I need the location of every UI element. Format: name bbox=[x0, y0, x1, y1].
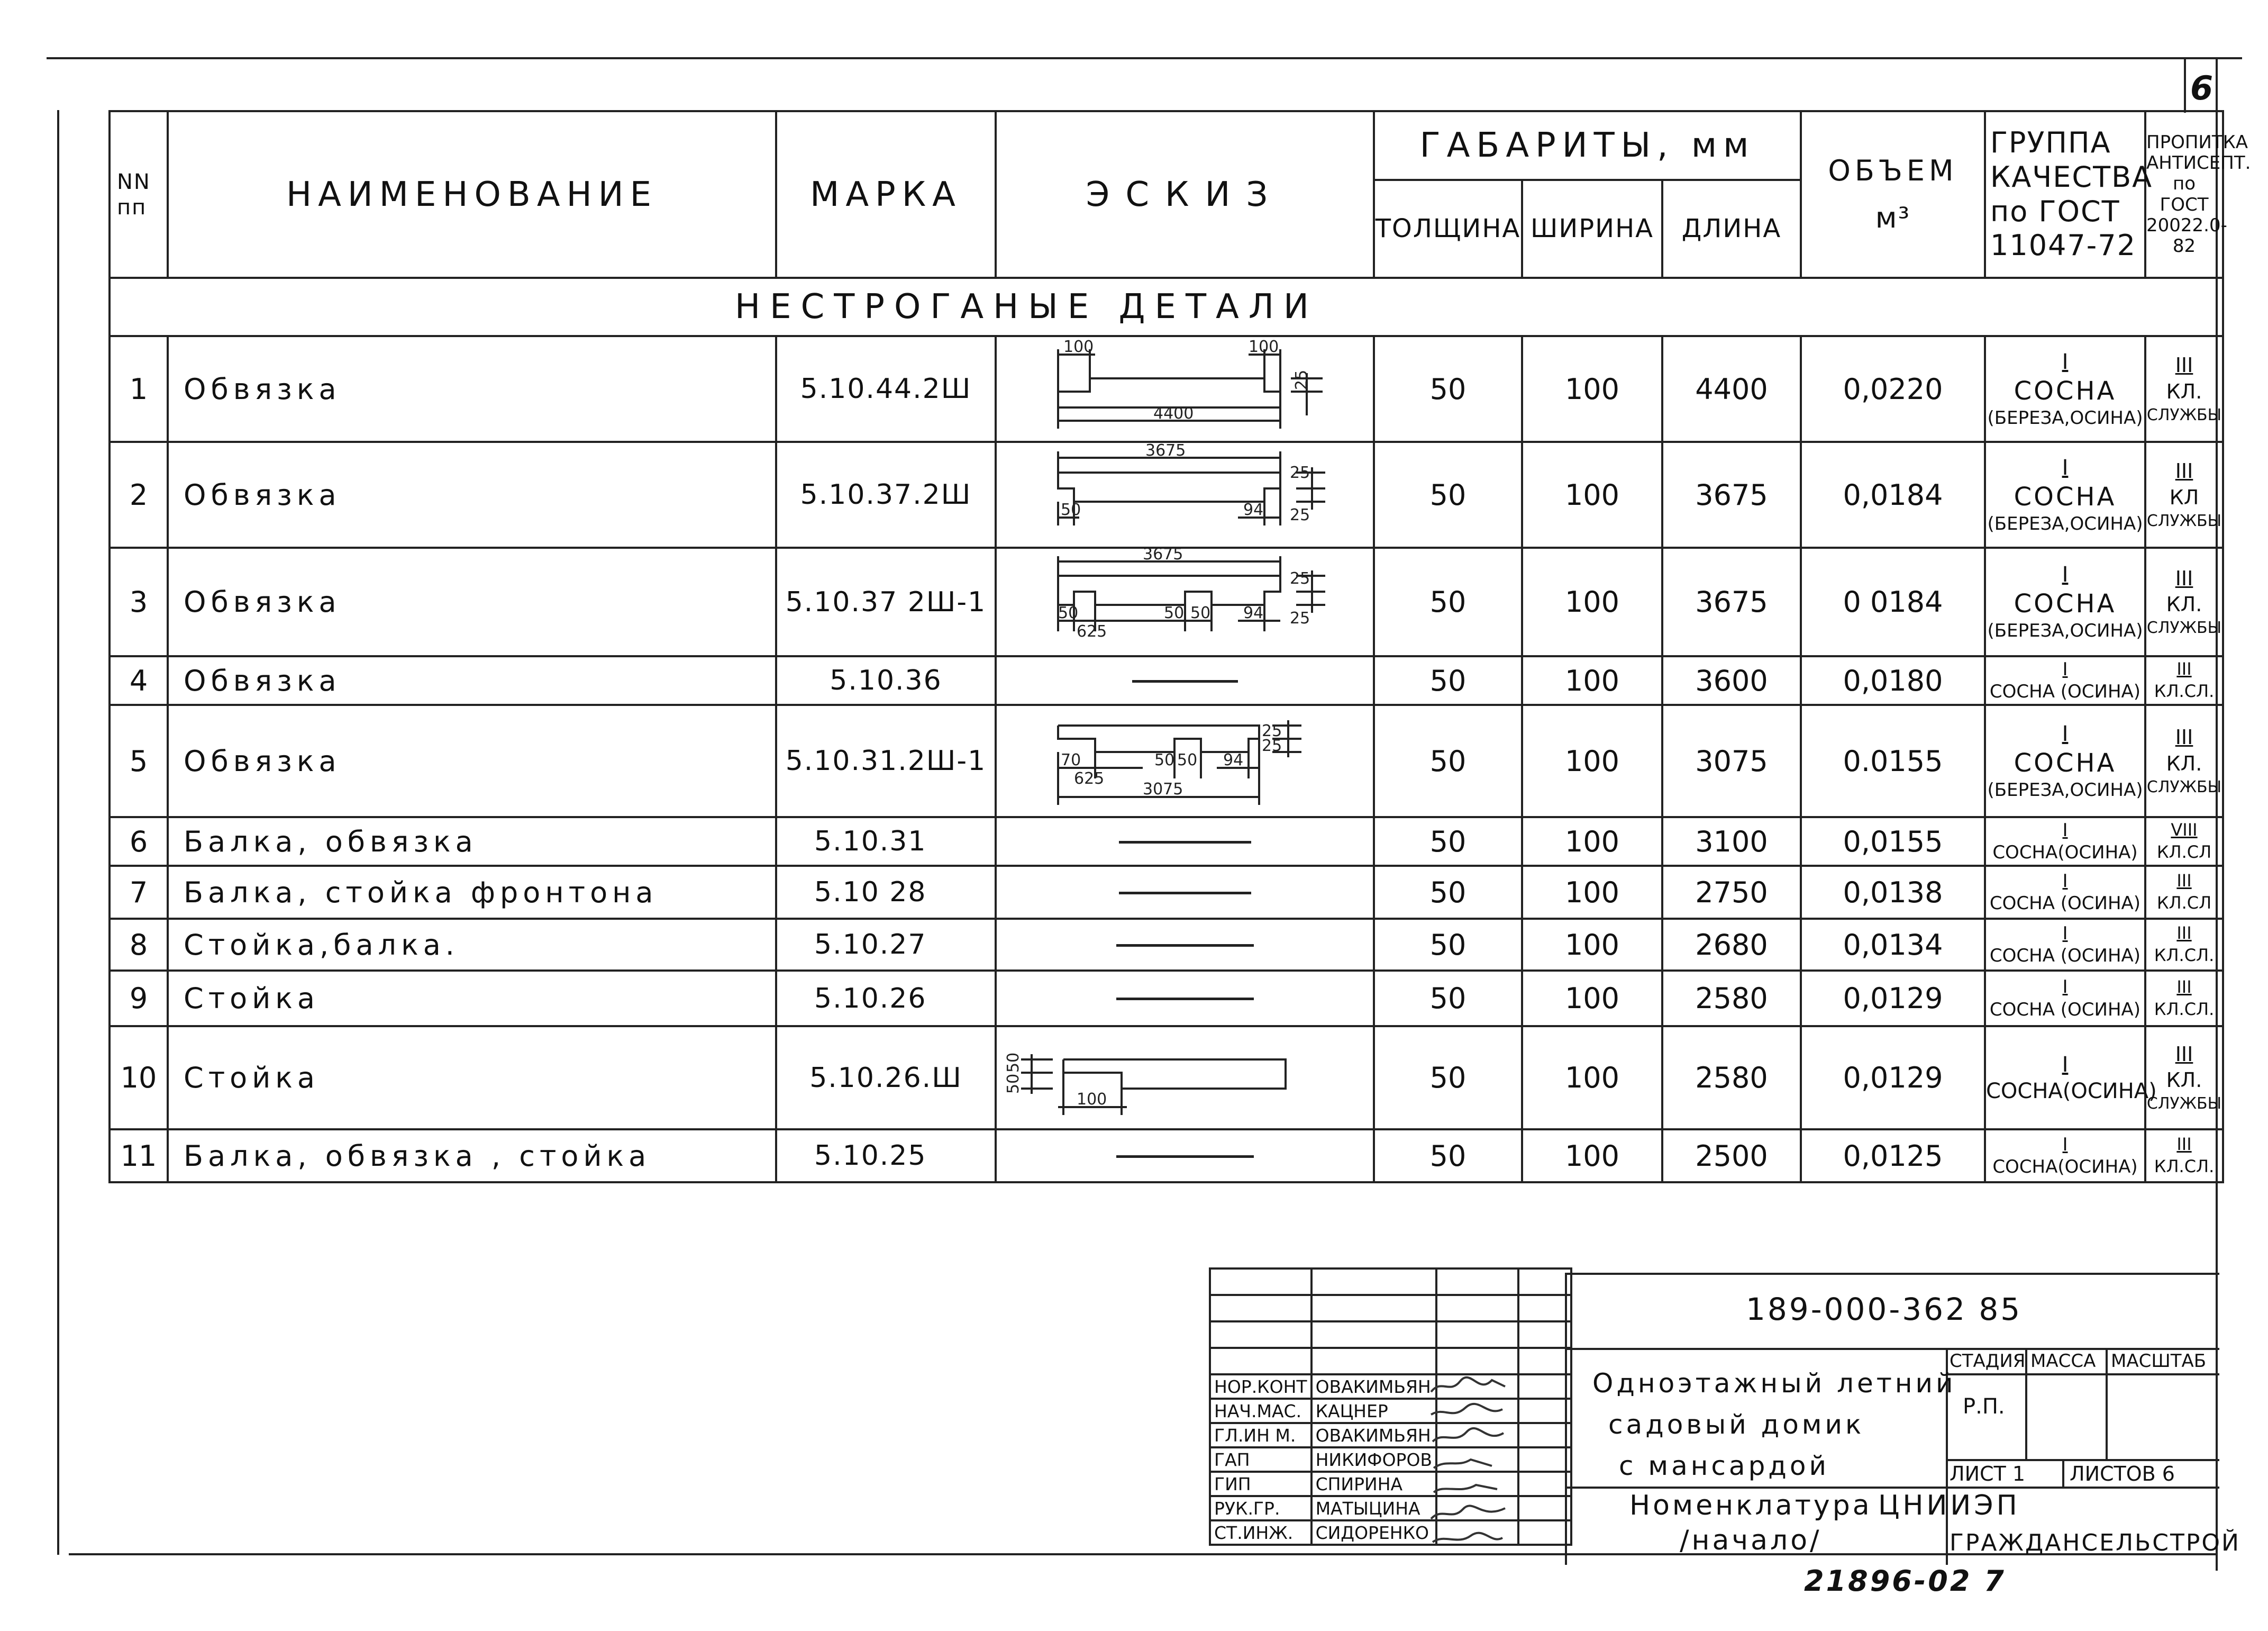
row-number: 4 bbox=[110, 656, 168, 705]
sketch-dash bbox=[1119, 841, 1251, 844]
tb-code-line bbox=[1565, 1348, 2219, 1350]
staff-role: НОР.КОНТ bbox=[1210, 1374, 1311, 1399]
row-length: 4400 bbox=[1662, 336, 1801, 442]
row-width: 100 bbox=[1522, 919, 1662, 971]
row-sketch bbox=[996, 817, 1374, 866]
table-row bbox=[110, 817, 2223, 866]
row-name: Стойка,балка. bbox=[168, 919, 776, 971]
row-class bbox=[2145, 548, 2223, 656]
dim-r2-right: 94 bbox=[1243, 500, 1263, 519]
quality-wood: СОСНА(ОСИНА) bbox=[1992, 842, 2138, 863]
class-grade: III bbox=[2176, 871, 2192, 891]
sheet-label: ЛИСТ 1 bbox=[1950, 1462, 2026, 1485]
row-name: Балка, обвязка , стойка bbox=[168, 1129, 776, 1182]
stage-value: Р.П. bbox=[1963, 1394, 2005, 1419]
row-thickness: 50 bbox=[1374, 817, 1522, 866]
quality-alt: (БЕРЕЗА,ОСИНА) bbox=[1987, 779, 2143, 801]
row-number: 8 bbox=[110, 919, 168, 971]
quality-class: I bbox=[2062, 976, 2068, 998]
signature-5 bbox=[1428, 1478, 1508, 1499]
table-row bbox=[110, 705, 2223, 817]
header-sketch: ЭСКИЗ bbox=[996, 111, 1374, 278]
row-mark: 5.10.31 bbox=[776, 817, 996, 866]
row-volume: 0,0220 bbox=[1801, 336, 1985, 442]
row-width: 100 bbox=[1522, 1129, 1662, 1182]
row-mark: 5.10.27 bbox=[776, 919, 996, 971]
dim-r10-h2: 50 bbox=[1004, 1073, 1023, 1094]
row-thickness: 50 bbox=[1374, 548, 1522, 656]
staff-name: СПИРИНА bbox=[1311, 1472, 1437, 1496]
mass-label: МАССА bbox=[2030, 1351, 2096, 1372]
row-width: 100 bbox=[1522, 705, 1662, 817]
row-thickness: 50 bbox=[1374, 656, 1522, 705]
row-class bbox=[2145, 336, 2223, 442]
class-text: КЛ. bbox=[2166, 751, 2202, 775]
header-quality: ГРУППА КАЧЕСТВА по ГОСТ 11047-72 bbox=[1985, 111, 2145, 278]
signature-2 bbox=[1428, 1401, 1508, 1422]
row-class bbox=[2145, 656, 2223, 705]
dim-r5-a: 70 bbox=[1060, 750, 1081, 769]
class-text: КЛ.СЛ. bbox=[2154, 681, 2215, 701]
dim-r1-len: 4400 bbox=[1153, 404, 1194, 423]
row-length: 3100 bbox=[1662, 817, 1801, 866]
document-code: 189-000-362 85 bbox=[1746, 1291, 2023, 1327]
row-name: Обвязка bbox=[168, 705, 776, 817]
row-number: 7 bbox=[110, 866, 168, 919]
dim-r5-h2: 25 bbox=[1261, 736, 1282, 755]
class-grade: III bbox=[2176, 976, 2192, 997]
table-row bbox=[110, 548, 2223, 656]
row-width: 100 bbox=[1522, 1026, 1662, 1129]
header-width: ШИРИНА bbox=[1522, 180, 1662, 278]
organization-name: ЦНИИЭП bbox=[1878, 1490, 2020, 1521]
class-grade: III bbox=[2175, 354, 2193, 377]
class-text: КЛ. bbox=[2166, 1068, 2202, 1092]
header-name: НАИМЕНОВАНИЕ bbox=[168, 111, 776, 278]
row-name: Обвязка bbox=[168, 656, 776, 705]
staff-name: НИКИФОРОВ bbox=[1311, 1447, 1437, 1472]
row-name: Балка, стойка фронтона bbox=[168, 866, 776, 919]
sheet-title-line-2: /начало/ bbox=[1680, 1525, 1822, 1556]
table-row bbox=[110, 919, 2223, 971]
quality-class: I bbox=[2062, 819, 2068, 841]
row-volume: 0 0184 bbox=[1801, 548, 1985, 656]
staff-row bbox=[1210, 1447, 1571, 1472]
dim-r1-h: 25 bbox=[1292, 369, 1311, 390]
spec-table bbox=[108, 110, 2251, 1183]
class-grade: III bbox=[2176, 1134, 2192, 1155]
class-text: КЛ.СЛ. bbox=[2154, 945, 2215, 965]
row-class bbox=[2145, 705, 2223, 817]
tb-scale-col bbox=[2106, 1348, 2108, 1461]
quality-wood: СОСНА (ОСИНА) bbox=[1989, 681, 2141, 702]
row-quality bbox=[1985, 817, 2145, 866]
row-mark: 5.10.36 bbox=[776, 656, 996, 705]
quality-class: I bbox=[2062, 1052, 2069, 1077]
class-grade: III bbox=[2176, 923, 2192, 944]
row-name: Балка, обвязка bbox=[168, 817, 776, 866]
quality-alt: (БЕРЕЗА,ОСИНА) bbox=[1987, 407, 2143, 429]
sketch-obvyazka-3075 bbox=[1037, 710, 1333, 813]
header-impregnation: ПРОПИТКА АНТИСЕПТ. по ГОСТ 20022.0-82 bbox=[2145, 111, 2223, 278]
row-mark: 5.10.26 bbox=[776, 971, 996, 1026]
class-grade: III bbox=[2175, 726, 2193, 749]
row-quality bbox=[1985, 705, 2145, 817]
dim-r3-e: 94 bbox=[1243, 603, 1263, 622]
table-row bbox=[110, 442, 2223, 548]
section-title: НЕСТРОГАНЫЕ ДЕТАЛИ bbox=[110, 278, 2223, 336]
row-class bbox=[2145, 919, 2223, 971]
quality-class: I bbox=[2062, 563, 2069, 587]
staff-row bbox=[1210, 1496, 1571, 1520]
row-mark: 5.10.37.2Ш bbox=[776, 442, 996, 548]
header-row-1 bbox=[110, 111, 2223, 180]
row-volume: 0.0155 bbox=[1801, 705, 1985, 817]
stage-label: СТАДИЯ bbox=[1950, 1351, 2026, 1372]
quality-class: I bbox=[2062, 349, 2069, 374]
row-thickness: 50 bbox=[1374, 866, 1522, 919]
class-extra: СЛУЖБЫ bbox=[2146, 777, 2222, 796]
row-volume: 0,0129 bbox=[1801, 1026, 1985, 1129]
class-grade: III bbox=[2176, 659, 2192, 679]
row-length: 2500 bbox=[1662, 1129, 1801, 1182]
tb-sheet-line bbox=[1946, 1373, 2219, 1375]
header-thickness: ТОЛЩИНА bbox=[1374, 180, 1522, 278]
sketch-obvyazka-3675 bbox=[1037, 441, 1333, 544]
class-grade: III bbox=[2175, 566, 2193, 590]
quality-wood: СОСНА bbox=[2014, 482, 2117, 512]
class-text: КЛ bbox=[2169, 485, 2199, 509]
row-length: 2750 bbox=[1662, 866, 1801, 919]
row-length: 2580 bbox=[1662, 971, 1801, 1026]
row-number: 2 bbox=[110, 442, 168, 548]
table-row bbox=[110, 656, 2223, 705]
staff-role: СТ.ИНЖ. bbox=[1210, 1520, 1311, 1545]
dim-r5-h1: 25 bbox=[1261, 721, 1282, 740]
row-length: 3675 bbox=[1662, 548, 1801, 656]
sketch-dash bbox=[1132, 680, 1238, 683]
table-row bbox=[110, 866, 2223, 919]
row-number: 3 bbox=[110, 548, 168, 656]
row-sketch bbox=[996, 866, 1374, 919]
sketch-obvyazka-3675-v2 bbox=[1037, 545, 1333, 653]
dim-r5-b: 625 bbox=[1073, 769, 1104, 788]
row-thickness: 50 bbox=[1374, 336, 1522, 442]
row-mark: 5.10.44.2Ш bbox=[776, 336, 996, 442]
dim-r3-h2: 25 bbox=[1289, 609, 1310, 628]
header-volume-unit: м³ bbox=[1875, 201, 1911, 234]
row-name: Обвязка bbox=[168, 442, 776, 548]
tb-mass-col bbox=[2025, 1348, 2027, 1461]
project-line-3: с мансардой bbox=[1619, 1451, 1829, 1481]
row-number: 6 bbox=[110, 817, 168, 866]
class-grade: III bbox=[2175, 1042, 2193, 1066]
dim-r1-left: 100 bbox=[1063, 338, 1094, 356]
row-number: 11 bbox=[110, 1129, 168, 1182]
row-quality bbox=[1985, 1026, 2157, 1129]
table-row bbox=[110, 1129, 2223, 1182]
staff-row bbox=[1210, 1520, 1571, 1545]
row-sketch bbox=[996, 442, 1374, 548]
class-text: КЛ.СЛ. bbox=[2154, 999, 2215, 1019]
quality-class: I bbox=[2062, 1134, 2068, 1155]
frame-top-line bbox=[47, 57, 2242, 59]
dim-r3-d: 50 bbox=[1190, 603, 1210, 622]
dim-r5-d: 50 bbox=[1177, 750, 1197, 769]
signature-6 bbox=[1428, 1503, 1508, 1524]
sheets-label: ЛИСТОВ 6 bbox=[2070, 1462, 2175, 1485]
row-class bbox=[2145, 971, 2223, 1026]
staff-name: ОВАКИМЬЯН bbox=[1311, 1423, 1437, 1447]
row-volume: 0,0180 bbox=[1801, 656, 1985, 705]
row-length: 2580 bbox=[1662, 1026, 1801, 1129]
project-title bbox=[1592, 1363, 1956, 1487]
row-sketch bbox=[996, 336, 1374, 442]
row-class bbox=[2145, 866, 2223, 919]
header-mark: МАРКА bbox=[776, 111, 996, 278]
row-width: 100 bbox=[1522, 336, 1662, 442]
row-thickness: 50 bbox=[1374, 971, 1522, 1026]
dim-r5-c: 50 bbox=[1154, 750, 1174, 769]
header-length: ДЛИНА bbox=[1662, 180, 1801, 278]
class-grade: VIII bbox=[2171, 820, 2198, 840]
sheet-number: 6 bbox=[2190, 69, 2214, 107]
staff-role: ГАП bbox=[1210, 1447, 1311, 1472]
row-mark: 5.10.25 bbox=[776, 1129, 996, 1182]
row-volume: 0,0134 bbox=[1801, 919, 1985, 971]
row-quality bbox=[1985, 919, 2145, 971]
class-text: КЛ.СЛ. bbox=[2154, 1156, 2215, 1176]
signature-7 bbox=[1428, 1528, 1508, 1550]
staff-role: ГИП bbox=[1210, 1472, 1311, 1496]
row-sketch bbox=[996, 971, 1374, 1026]
row-sketch bbox=[996, 705, 1374, 817]
quality-wood: СОСНА(ОСИНА) bbox=[1992, 1156, 2138, 1177]
sheet-title bbox=[1629, 1488, 1872, 1558]
staff-row bbox=[1210, 1374, 1571, 1399]
sheet-num-box bbox=[2184, 57, 2186, 113]
tb-org-row bbox=[1946, 1487, 2219, 1489]
quality-class: I bbox=[2062, 922, 2068, 944]
row-volume: 0,0129 bbox=[1801, 971, 1985, 1026]
row-sketch bbox=[996, 545, 1374, 656]
row-width: 100 bbox=[1522, 971, 1662, 1026]
staff-name: КАЦНЕР bbox=[1311, 1399, 1437, 1423]
row-thickness: 50 bbox=[1374, 705, 1522, 817]
sketch-stoyka-2580 bbox=[1000, 1030, 1370, 1126]
row-quality bbox=[1985, 971, 2145, 1026]
row-sketch bbox=[996, 1129, 1374, 1182]
row-name: Стойка bbox=[168, 1026, 776, 1129]
dim-r2-h2: 25 bbox=[1289, 505, 1310, 524]
signature-1 bbox=[1428, 1376, 1508, 1397]
header-dims: ГАБАРИТЫ, мм bbox=[1374, 111, 1801, 180]
row-quality bbox=[1985, 336, 2145, 442]
row-width: 100 bbox=[1522, 656, 1662, 705]
row-number: 1 bbox=[110, 336, 168, 442]
class-extra: СЛУЖБЫ bbox=[2146, 511, 2222, 530]
row-sketch bbox=[996, 919, 1374, 971]
staff-name: МАТЫЦИНА bbox=[1311, 1496, 1437, 1520]
sketch-obvyazka-4400 bbox=[1037, 338, 1333, 437]
quality-wood: СОСНА (ОСИНА) bbox=[1989, 893, 2141, 914]
dim-r3-len: 3675 bbox=[1142, 545, 1183, 564]
row-number: 5 bbox=[110, 705, 168, 817]
quality-wood: СОСНА (ОСИНА) bbox=[1989, 945, 2141, 966]
section-row bbox=[110, 278, 2223, 336]
frame-left-line bbox=[57, 110, 59, 1555]
quality-wood: СОСНА(ОСИНА) bbox=[1986, 1079, 2157, 1103]
quality-class: I bbox=[2062, 455, 2069, 480]
row-name: Обвязка bbox=[168, 548, 776, 656]
row-name: Обвязка bbox=[168, 336, 776, 442]
table-row bbox=[110, 971, 2223, 1026]
quality-class: I bbox=[2062, 658, 2068, 680]
tb-sheets-col bbox=[2062, 1459, 2064, 1489]
row-quality bbox=[1985, 442, 2145, 548]
row-mark: 5.10 28 bbox=[776, 866, 996, 919]
sketch-dash bbox=[1116, 998, 1254, 1000]
row-class bbox=[2145, 1129, 2223, 1182]
dim-r10-h1: 50 bbox=[1004, 1052, 1023, 1073]
row-length: 3675 bbox=[1662, 442, 1801, 548]
row-thickness: 50 bbox=[1374, 1129, 1522, 1182]
quality-class: I bbox=[2062, 870, 2068, 892]
dim-r10-len: 100 bbox=[1076, 1090, 1107, 1109]
row-width: 100 bbox=[1522, 817, 1662, 866]
dim-r2-h1: 25 bbox=[1289, 463, 1310, 482]
quality-class: I bbox=[2062, 721, 2069, 746]
row-volume: 0,0125 bbox=[1801, 1129, 1985, 1182]
sketch-dash bbox=[1116, 944, 1254, 947]
row-quality bbox=[1985, 1129, 2145, 1182]
tb-lines-row bbox=[1946, 1459, 2219, 1461]
staff-role: ГЛ.ИН М. bbox=[1210, 1423, 1311, 1447]
row-width: 100 bbox=[1522, 866, 1662, 919]
organization-subtitle: ГРАЖДАНСЕЛЬСТРОЙ bbox=[1950, 1529, 2240, 1556]
staff-role: РУК.ГР. bbox=[1210, 1496, 1311, 1520]
project-line-2: садовый домик bbox=[1608, 1409, 1865, 1440]
row-class bbox=[2145, 1026, 2223, 1129]
table-row bbox=[110, 336, 2223, 442]
row-volume: 0,0155 bbox=[1801, 817, 1985, 866]
staff-name: ОВАКИМЬЯН bbox=[1311, 1374, 1437, 1399]
row-name: Стойка bbox=[168, 971, 776, 1026]
project-line-1: Одноэтажный летний bbox=[1592, 1368, 1956, 1399]
tb-border-top bbox=[1565, 1273, 2219, 1275]
row-thickness: 50 bbox=[1374, 1026, 1522, 1129]
row-length: 3075 bbox=[1662, 705, 1801, 817]
row-quality bbox=[1985, 866, 2145, 919]
signature-4 bbox=[1428, 1452, 1508, 1473]
dim-r3-h1: 25 bbox=[1289, 569, 1310, 588]
row-mark: 5.10.37 2Ш-1 bbox=[776, 548, 996, 656]
archive-number: 21896-02 7 bbox=[1804, 1564, 2006, 1598]
row-class bbox=[2145, 817, 2223, 866]
staff-name: СИДОРЕНКО bbox=[1311, 1520, 1437, 1545]
row-thickness: 50 bbox=[1374, 919, 1522, 971]
table-row bbox=[110, 1026, 2223, 1129]
quality-alt: (БЕРЕЗА,ОСИНА) bbox=[1987, 513, 2143, 534]
signature-3 bbox=[1428, 1427, 1508, 1448]
dim-r2-len: 3675 bbox=[1145, 441, 1186, 460]
row-mark: 5.10.31.2Ш-1 bbox=[776, 705, 996, 817]
class-extra: СЛУЖБЫ bbox=[2146, 1094, 2222, 1113]
class-extra: СЛУЖБЫ bbox=[2146, 405, 2222, 424]
class-grade: III bbox=[2175, 459, 2193, 483]
row-width: 100 bbox=[1522, 442, 1662, 548]
dim-r5-len: 3075 bbox=[1142, 780, 1183, 799]
class-text: КЛ.СЛ bbox=[2156, 893, 2212, 913]
row-width: 100 bbox=[1522, 548, 1662, 656]
quality-wood: СОСНА bbox=[2014, 376, 2117, 406]
class-text: КЛ.СЛ bbox=[2156, 842, 2212, 862]
scale-label: МАСШТАБ bbox=[2111, 1351, 2207, 1372]
row-volume: 0,0184 bbox=[1801, 442, 1985, 548]
row-sketch bbox=[996, 1026, 1374, 1129]
class-text: КЛ. bbox=[2166, 593, 2202, 616]
quality-wood: СОСНА bbox=[2014, 748, 2117, 778]
class-extra: СЛУЖБЫ bbox=[2146, 619, 2222, 638]
row-quality bbox=[1985, 548, 2145, 656]
row-quality bbox=[1985, 656, 2145, 705]
quality-alt: (БЕРЕЗА,ОСИНА) bbox=[1987, 620, 2143, 642]
dim-r2-left: 50 bbox=[1060, 500, 1081, 519]
staff-row bbox=[1210, 1399, 1571, 1423]
sheet-title-line-1: Номенклатура bbox=[1629, 1490, 1872, 1521]
row-number: 10 bbox=[110, 1026, 168, 1129]
row-length: 3600 bbox=[1662, 656, 1801, 705]
staff-row bbox=[1210, 1472, 1571, 1496]
dim-r5-e: 94 bbox=[1223, 750, 1243, 769]
row-thickness: 50 bbox=[1374, 442, 1522, 548]
staff-row bbox=[1210, 1423, 1571, 1447]
header-volume bbox=[1801, 111, 1985, 278]
header-volume-label: ОБЪЕМ bbox=[1828, 153, 1958, 187]
staff-role: НАЧ.МАС. bbox=[1210, 1399, 1311, 1423]
sketch-dash bbox=[1119, 892, 1251, 894]
row-sketch bbox=[996, 656, 1374, 705]
row-class bbox=[2145, 442, 2223, 548]
class-text: КЛ. bbox=[2166, 379, 2202, 403]
row-number: 9 bbox=[110, 971, 168, 1026]
dim-r3-c: 50 bbox=[1163, 603, 1184, 622]
quality-wood: СОСНА bbox=[2014, 589, 2117, 619]
quality-wood: СОСНА (ОСИНА) bbox=[1989, 999, 2141, 1020]
dim-r3-a: 50 bbox=[1058, 603, 1078, 622]
row-mark: 5.10.26.Ш bbox=[776, 1026, 996, 1129]
row-volume: 0,0138 bbox=[1801, 866, 1985, 919]
tb-border-left bbox=[1565, 1273, 1567, 1565]
dim-r3-b: 625 bbox=[1076, 622, 1107, 641]
staff-table bbox=[1209, 1267, 1572, 1546]
sketch-dash bbox=[1116, 1155, 1254, 1158]
dim-r1-right: 100 bbox=[1248, 338, 1279, 356]
row-length: 2680 bbox=[1662, 919, 1801, 971]
header-nn: NN пп bbox=[110, 111, 168, 278]
